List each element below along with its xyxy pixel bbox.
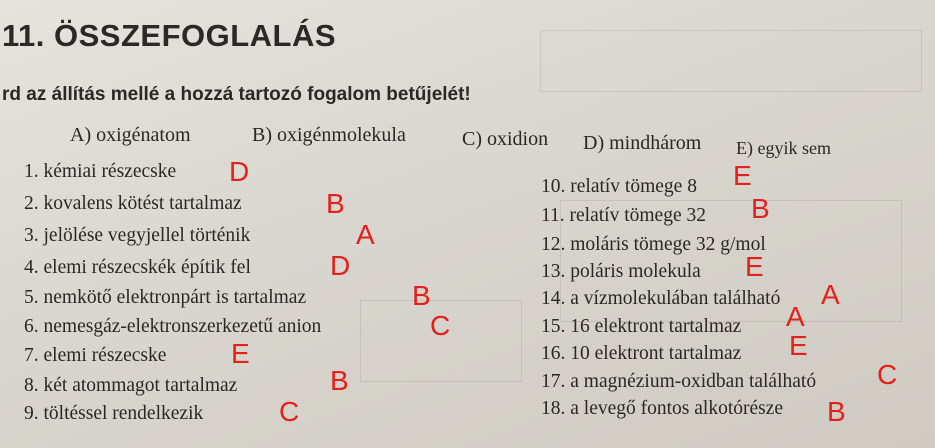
statement-3: 3. jelölése vegyjellel történik — [24, 225, 251, 246]
answer-18: B — [827, 396, 846, 427]
instruction-text: rd az állítás mellé a hozzá tartozó fogalom betűjelét! — [2, 84, 471, 105]
answer-7: E — [231, 338, 250, 369]
answer-11: B — [751, 193, 770, 224]
statement-5: 5. nemkötő elektronpárt is tartalmaz — [24, 287, 307, 308]
answer-6: C — [430, 310, 451, 341]
answer-1: D — [229, 156, 250, 187]
statement-14: 14. a vízmolekulában található — [541, 288, 781, 309]
answer-5: B — [412, 280, 431, 311]
statement-4: 4. elemi részecskék építik fel — [24, 257, 251, 278]
page-title: 11. ÖSSZEFOGLALÁS — [2, 18, 337, 53]
option-b: B) oxigénmolekula — [252, 124, 406, 146]
option-a: A) oxigénatom — [70, 124, 191, 146]
answer-13: E — [745, 251, 764, 282]
answer-4: D — [330, 250, 351, 281]
statement-2: 2. kovalens kötést tartalmaz — [24, 193, 242, 214]
statement-8: 8. két atommagot tartalmaz — [24, 375, 238, 396]
answer-14: A — [821, 279, 840, 310]
statement-18: 18. a levegő fontos alkotórésze — [541, 398, 784, 419]
statement-11: 11. relatív tömege 32 — [541, 205, 706, 226]
answer-2: B — [326, 188, 345, 219]
option-d: D) mindhárom — [583, 132, 702, 154]
answer-16: E — [789, 330, 808, 361]
statement-6: 6. nemesgáz-elektronszerkezetű anion — [24, 316, 322, 337]
statement-13: 13. poláris molekula — [541, 261, 701, 282]
statement-12: 12. moláris tömege 32 g/mol — [541, 234, 766, 255]
statement-10: 10. relatív tömege 8 — [541, 176, 697, 197]
answer-17: C — [877, 359, 898, 390]
answer-options — [70, 124, 930, 164]
answer-12: A — [786, 301, 805, 332]
option-e: E) egyik sem — [736, 138, 831, 158]
statement-15: 15. 16 elektront tartalmaz — [541, 316, 742, 337]
answer-8: B — [330, 365, 349, 396]
background-grid — [540, 30, 922, 92]
statement-9: 9. töltéssel rendelkezik — [24, 403, 204, 424]
option-c: C) oxidion — [462, 128, 549, 150]
statement-1: 1. kémiai részecske — [24, 161, 177, 182]
statement-17: 17. a magnézium-oxidban található — [541, 371, 817, 392]
answer-3: A — [356, 219, 375, 250]
statement-16: 16. 10 elektront tartalmaz — [541, 343, 742, 364]
answer-9: C — [279, 396, 300, 427]
statement-7: 7. elemi részecske — [24, 345, 167, 366]
answer-10: E — [733, 160, 752, 191]
